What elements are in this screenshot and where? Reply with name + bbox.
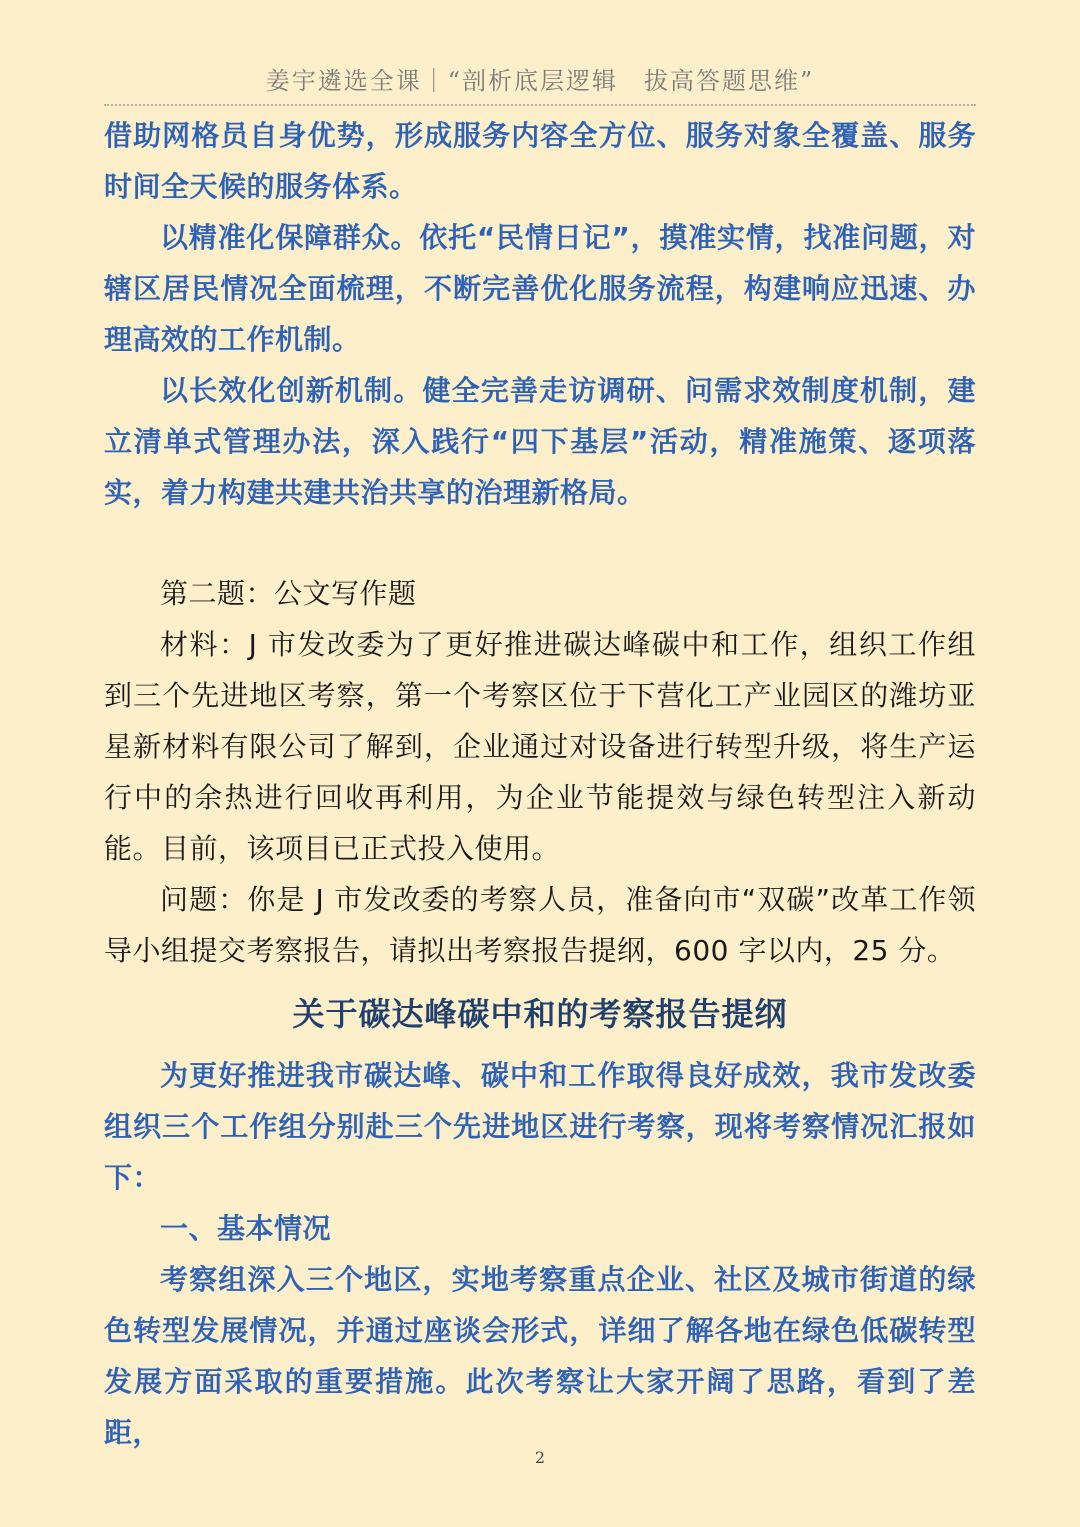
- page-header: 姜宇遴选全课｜“剖析底层逻辑 拔高答题思维”: [104, 62, 976, 106]
- document-body: [104, 110, 976, 1458]
- section-gap: [104, 518, 976, 568]
- question-material: 材料：J 市发改委为了更好推进碳达峰碳中和工作，组织工作组到三个先进地区考察，第一个考察区位于下营化工产业园区的潍坊亚星新材料有限公司了解到，企业通过对设备进行转型升级，将生产运行中的余热进行回收再利用，为企业节能提效与绿色转型注入新动能。目前，该项目已正式投入使用。: [104, 628, 976, 865]
- question-prompt: 问题：你是 J 市发改委的考察人员，准备向市“双碳”改革工作领导小组提交考察报告，请拟出考察报告提纲，600 字以内，25 分。: [104, 883, 976, 967]
- answer-title: 关于碳达峰碳中和的考察报告提纲: [292, 995, 788, 1033]
- section-heading-basic: 一、基本情况: [160, 1212, 332, 1245]
- answer-paragraph-3: 以长效化创新机制。健全完善走访调研、问需求效制度机制，建立清单式管理办法，深入践行“四下基层”活动，精准施策、逐项落实，着力构建共建共治共享的治理新格局。: [104, 374, 976, 509]
- answer-paragraph-1: 借助网格员自身优势，形成服务内容全方位、服务对象全覆盖、服务时间全天候的服务体系。: [104, 119, 976, 203]
- answer-paragraph-2: 以精准化保障群众。依托“民情日记”，摸准实情，找准问题，对辖区居民情况全面梳理，不断完善优化服务流程，构建响应迅速、办理高效的工作机制。: [104, 221, 976, 356]
- question-heading: 第二题：公文写作题: [160, 577, 417, 610]
- section-body-basic: 考察组深入三个地区，实地考察重点企业、社区及城市街道的绿色转型发展情况，并通过座谈会形式，详细了解各地在绿色低碳转型发展方面采取的重要措施。此次考察让大家开阔了思路，看到了差距，: [104, 1263, 976, 1449]
- answer-intro: 为更好推进我市碳达峰、碳中和工作取得良好成效，我市发改委组织三个工作组分别赴三个先进地区进行考察，现将考察情况汇报如下：: [104, 1059, 976, 1194]
- page-number: 2: [534, 1448, 546, 1467]
